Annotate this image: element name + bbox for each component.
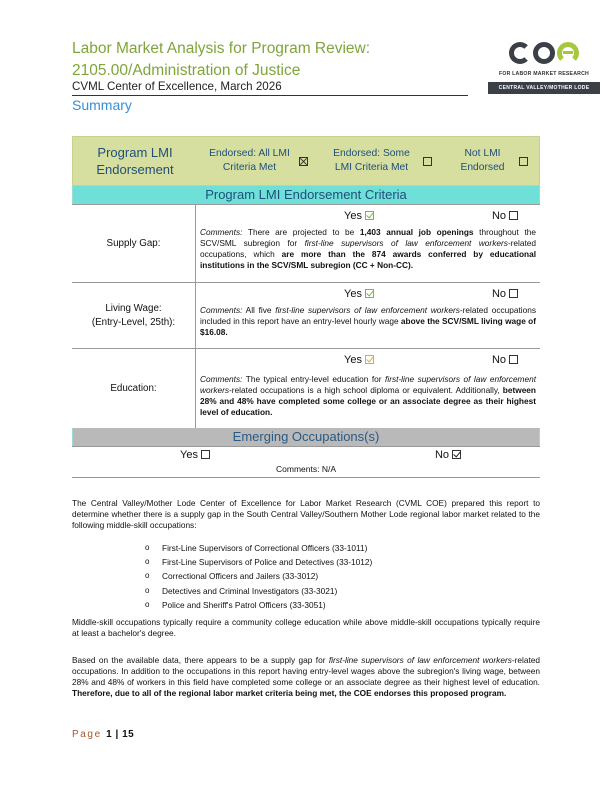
title-line-1: Labor Market Analysis for Program Review: bbox=[72, 40, 371, 57]
supply-gap-no[interactable] bbox=[374, 209, 518, 224]
living-wage-yes-no bbox=[200, 287, 536, 302]
conclusion-paragraph bbox=[72, 655, 540, 699]
option-not-label: Not LMI Endorsed bbox=[460, 148, 505, 173]
list-item: o First-Line Supervisors of Police and Detectives (33-1012) bbox=[145, 555, 372, 569]
comment-text: -related occupations included in this report have an entry-level hourly wage bbox=[200, 305, 537, 326]
emerging-header: Emerging Occupations(s) bbox=[72, 428, 540, 446]
no-label: No bbox=[491, 288, 506, 300]
endorsement-option-some[interactable] bbox=[317, 147, 441, 175]
endorsement-option-not[interactable] bbox=[441, 147, 539, 175]
section-heading: Summary bbox=[72, 97, 132, 113]
list-item: o First-Line Supervisors of Correctional Officers (33-1011) bbox=[145, 541, 372, 555]
occupation-list bbox=[145, 541, 372, 612]
logo-o-glyph bbox=[533, 42, 555, 64]
summary-table bbox=[72, 136, 540, 478]
page-separator: | bbox=[115, 729, 119, 740]
comment-text: All five bbox=[242, 305, 276, 315]
emerging-yes-no bbox=[72, 447, 540, 463]
emerging-comments: Comments: N/A bbox=[276, 464, 336, 474]
conclusion-text: Based on the available data, there appears to be a supply gap for bbox=[72, 655, 329, 665]
logo-band: CENTRAL VALLEY/MOTHER LODE bbox=[488, 82, 600, 94]
supply-gap-yes[interactable] bbox=[200, 209, 374, 224]
living-wage-label bbox=[72, 283, 196, 348]
emerging-yes[interactable] bbox=[72, 447, 210, 463]
education-comment bbox=[200, 374, 536, 418]
report-title bbox=[72, 38, 370, 82]
page-word: Page bbox=[72, 729, 102, 740]
green-check-icon[interactable] bbox=[365, 289, 374, 298]
logo-e-glyph bbox=[557, 42, 579, 64]
endorsement-option-all[interactable] bbox=[197, 147, 317, 175]
logo-c-glyph bbox=[509, 42, 531, 64]
conclusion-text: -related occupations. In addition to the occupations in this report having entry-level wages above the subregion's living wage, between 28% and 48% of workers in this field have completed some college or an associate degree as their highest level of education. bbox=[72, 655, 540, 687]
list-item: o Police and Sheriff's Patrol Officers (33-3051) bbox=[145, 598, 372, 612]
option-all-label: Endorsed: All LMI Criteria Met bbox=[209, 148, 290, 173]
orange-check-icon[interactable] bbox=[365, 355, 374, 364]
comment-bold: between 28% and 48% have completed some college or an associate degree as their highest level of education. bbox=[200, 385, 536, 417]
education-content bbox=[196, 349, 540, 428]
yes-label: Yes bbox=[344, 354, 362, 366]
comment-italic: first-line supervisors of law enforcement workers bbox=[200, 374, 537, 395]
middle-skill-paragraph: Middle-skill occupations typically require a community college education while above middle-skill occupations typically require at least a bachelor's degree. bbox=[72, 617, 540, 638]
yes-label: Yes bbox=[180, 449, 198, 461]
empty-checkbox-icon[interactable] bbox=[423, 157, 432, 166]
empty-checkbox-icon[interactable] bbox=[519, 157, 528, 166]
comment-text: The typical entry-level education for bbox=[242, 374, 386, 384]
criteria-row-education bbox=[72, 348, 540, 428]
option-some-label: Endorsed: Some LMI Criteria Met bbox=[333, 148, 410, 173]
empty-checkbox-icon[interactable] bbox=[509, 211, 518, 220]
comment-text: -related occupations, which bbox=[200, 238, 537, 259]
header-divider bbox=[72, 95, 468, 96]
comment-text: -related occupations is a high school diploma or equivalent. Additionally, bbox=[229, 385, 503, 395]
comment-label: Comments: bbox=[200, 374, 243, 384]
endorsement-label: Program LMI Endorsement bbox=[96, 145, 174, 177]
endorsement-row bbox=[72, 136, 540, 186]
no-label: No bbox=[491, 210, 506, 222]
supply-gap-yes-no bbox=[200, 209, 536, 224]
page-number: 1 bbox=[106, 729, 113, 740]
education-no[interactable] bbox=[374, 353, 518, 368]
comment-text: There are projected to be bbox=[242, 227, 360, 237]
yes-label: Yes bbox=[344, 210, 362, 222]
comment-text: throughout the SCV/SML subregion for bbox=[200, 227, 536, 248]
living-wage-yes[interactable] bbox=[200, 287, 374, 302]
empty-checkbox-icon[interactable] bbox=[509, 289, 518, 298]
comment-label: Comments: bbox=[200, 305, 243, 315]
empty-checkbox-icon[interactable] bbox=[509, 355, 518, 364]
no-label: No bbox=[434, 449, 449, 461]
page-total: 15 bbox=[122, 729, 135, 740]
comment-bold: 1,403 annual job openings bbox=[359, 227, 474, 237]
list-item: o Detectives and Criminal Investigators (33-3021) bbox=[145, 584, 372, 598]
comment-bold: above the SCV/SML living wage of $16.08. bbox=[200, 316, 536, 337]
education-yes[interactable] bbox=[200, 353, 374, 368]
supply-gap-content bbox=[196, 205, 540, 282]
checked-x-box-icon[interactable] bbox=[299, 157, 308, 166]
criteria-row-living-wage bbox=[72, 282, 540, 348]
living-wage-no[interactable] bbox=[374, 287, 518, 302]
criteria-row-supply-gap bbox=[72, 204, 540, 282]
education-yes-no bbox=[200, 353, 536, 368]
comment-italic: first-line supervisors of law enforcement workers bbox=[304, 238, 508, 248]
comment-label: Comments: bbox=[200, 227, 243, 237]
page-footer bbox=[72, 729, 134, 740]
list-item: o Correctional Officers and Jailers (33-3012) bbox=[145, 569, 372, 583]
green-check-icon[interactable] bbox=[365, 211, 374, 220]
criteria-header: Program LMI Endorsement Criteria bbox=[72, 186, 540, 204]
emerging-row bbox=[72, 446, 540, 478]
coe-logo-mark bbox=[488, 38, 600, 68]
yes-label: Yes bbox=[344, 288, 362, 300]
logo-tagline: FOR LABOR MARKET RESEARCH bbox=[498, 71, 590, 77]
emerging-no[interactable] bbox=[210, 447, 461, 463]
supply-gap-comment bbox=[200, 227, 536, 271]
conclusion-italic: first-line supervisors of law enforcement workers bbox=[328, 655, 512, 665]
living-wage-label-line1: Living Wage: bbox=[105, 302, 162, 314]
living-wage-comment bbox=[200, 305, 536, 338]
intro-paragraph: The Central Valley/Mother Lode Center of Excellence for Labor Market Research (CVML COE) prepared this report to determine whether there is a supply gap in the South Central Valley/Southern Mother Lode regional labor market related to the following middle-skill occupations: bbox=[72, 498, 540, 530]
comment-bold: are more than the 874 awards conferred by educational institutions in the SCV/SML subregion (CC + Non-CC). bbox=[200, 249, 536, 270]
education-label: Education: bbox=[72, 349, 196, 428]
living-wage-content bbox=[196, 283, 540, 348]
checked-box-icon[interactable] bbox=[452, 450, 461, 459]
conclusion-bold: Therefore, due to all of the regional labor market criteria being met, the COE endorses this proposed program. bbox=[72, 688, 507, 698]
empty-checkbox-icon[interactable] bbox=[201, 450, 210, 459]
comment-italic: first-line supervisors of law enforcement workers bbox=[275, 305, 460, 315]
living-wage-label-line2: (Entry-Level, 25th): bbox=[91, 316, 176, 328]
no-label: No bbox=[491, 354, 506, 366]
report-subtitle: CVML Center of Excellence, March 2026 bbox=[72, 80, 282, 93]
title-line-2: 2105.00/Administration of Justice bbox=[72, 62, 301, 79]
supply-gap-label: Supply Gap: bbox=[72, 205, 196, 282]
coe-logo bbox=[488, 38, 600, 94]
